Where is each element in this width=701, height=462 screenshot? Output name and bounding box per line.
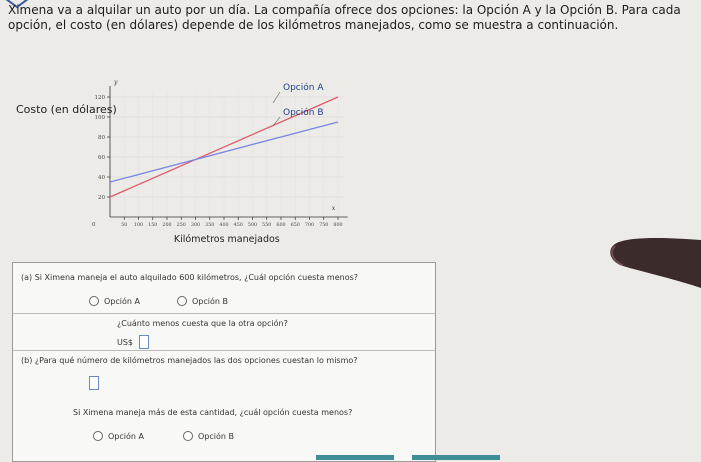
origin-label: 0 bbox=[92, 222, 96, 228]
part-b-question: (b) ¿Para qué número de kilómetros manejados las dos opciones cuestan lo mismo? bbox=[21, 356, 358, 365]
part-b-followup: Si Ximena maneja más de esta cantidad, ¿cuál opción cuesta menos? bbox=[73, 408, 353, 417]
divider bbox=[13, 313, 435, 314]
x-tick-label: 200 bbox=[162, 223, 172, 228]
x-tick-label: 100 bbox=[133, 223, 144, 228]
kilometers-input[interactable] bbox=[89, 376, 99, 390]
footer-bar bbox=[412, 455, 500, 460]
y-tick-label: 60 bbox=[98, 155, 105, 161]
y-tick-label: 120 bbox=[94, 95, 105, 101]
y-tick-label: 80 bbox=[98, 135, 105, 141]
cost-chart bbox=[0, 40, 360, 262]
series-label: Opción B bbox=[283, 108, 324, 118]
y-axis-symbol: y bbox=[114, 79, 118, 86]
part-a-option-a[interactable] bbox=[89, 296, 140, 306]
problem-intro: Ximena va a alquilar un auto por un día. La compañía ofrece dos opciones: la Opción A y la Opción B. Para cada opción, el costo (en dólares) depende de los kilómetros manejados, como se muestra a continuación. bbox=[8, 3, 681, 32]
x-tick-label: 400 bbox=[219, 223, 229, 228]
y-tick-label: 40 bbox=[98, 175, 105, 181]
currency-label: US$ bbox=[117, 338, 134, 347]
x-tick-label: 600 bbox=[276, 223, 286, 228]
x-tick-label: 500 bbox=[247, 223, 258, 228]
series-label: Opción A bbox=[283, 83, 324, 93]
x-tick-label: 550 bbox=[262, 223, 272, 228]
radio-circle[interactable] bbox=[93, 431, 103, 441]
x-tick-label: 150 bbox=[148, 223, 158, 228]
radio-circle[interactable] bbox=[89, 296, 99, 306]
questions-panel bbox=[12, 262, 436, 462]
x-tick-label: 650 bbox=[290, 223, 300, 228]
y-axis-title: Costo (en dólares) bbox=[16, 103, 117, 116]
part-a-option-b[interactable] bbox=[177, 296, 228, 306]
x-tick-label: 750 bbox=[319, 223, 329, 228]
option-label: Opción A bbox=[104, 296, 140, 306]
finger-photo bbox=[575, 232, 701, 312]
part-a-followup: ¿Cuánto menos cuesta que la otra opción? bbox=[117, 319, 288, 328]
x-tick-label: 250 bbox=[176, 223, 186, 228]
x-axis-title: Kilómetros manejados bbox=[173, 234, 280, 245]
radio-circle[interactable] bbox=[183, 431, 193, 441]
option-label: Opción B bbox=[198, 431, 234, 441]
x-tick-label: 300 bbox=[190, 223, 201, 228]
x-tick-label: 450 bbox=[233, 223, 243, 228]
radio-circle[interactable] bbox=[177, 296, 187, 306]
part-a-question: (a) Si Ximena maneja el auto alquilado 600 kilómetros, ¿Cuál opción cuesta menos? bbox=[21, 273, 358, 282]
part-b-option-b[interactable] bbox=[183, 431, 234, 441]
part-b-option-a[interactable] bbox=[93, 431, 144, 441]
series-label-leader bbox=[273, 92, 280, 103]
y-tick-label: 100 bbox=[94, 115, 105, 121]
x-tick-label: 350 bbox=[205, 223, 215, 228]
x-tick-label: 50 bbox=[121, 223, 128, 228]
divider bbox=[13, 350, 435, 351]
option-label: Opción B bbox=[192, 296, 228, 306]
x-axis-symbol: x bbox=[331, 205, 336, 212]
x-tick-label: 800 bbox=[333, 223, 343, 228]
option-label: Opción A bbox=[108, 431, 144, 441]
x-tick-label: 700 bbox=[304, 223, 315, 228]
difference-input[interactable] bbox=[139, 335, 149, 349]
y-tick-label: 20 bbox=[98, 195, 105, 201]
footer-bar bbox=[316, 455, 394, 460]
